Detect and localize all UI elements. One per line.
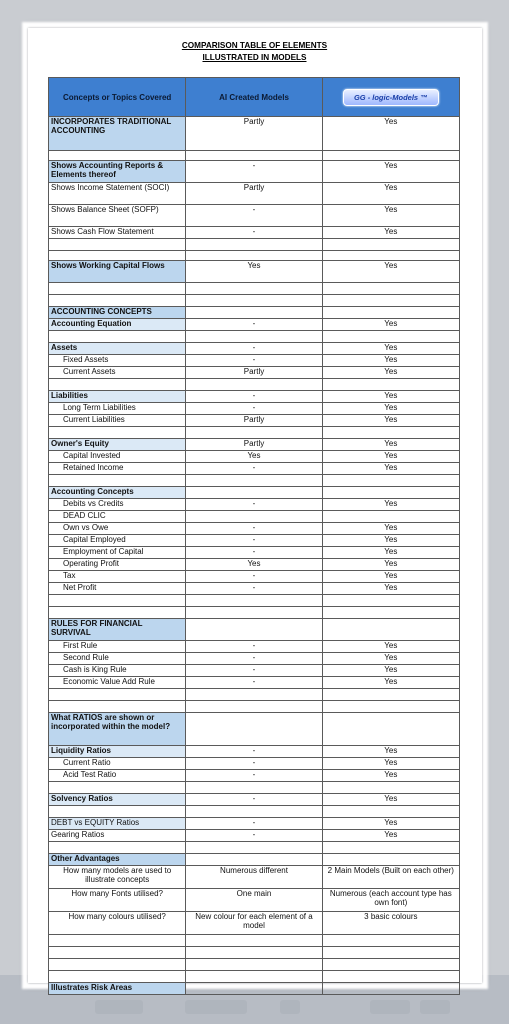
gg-logic-models-logo: GG - logic-Models ™ <box>343 89 439 106</box>
row-gg-cell <box>322 151 459 161</box>
row-gg-cell: Yes <box>322 523 459 535</box>
table-row <box>49 595 460 607</box>
row-concept-cell: Acid Test Ratio <box>49 770 186 782</box>
row-concept-cell <box>49 151 186 161</box>
row-gg-cell: Yes <box>322 677 459 689</box>
row-gg-cell: Yes <box>322 391 459 403</box>
row-gg-cell: Yes <box>322 571 459 583</box>
table-row <box>49 619 460 641</box>
row-ai-cell: Yes <box>186 261 322 283</box>
table-row <box>49 746 460 758</box>
table-row <box>49 463 460 475</box>
row-gg-cell <box>322 619 459 641</box>
row-concept-cell: Owner's Equity <box>49 439 186 451</box>
table-row <box>49 866 460 889</box>
row-gg-cell <box>322 487 459 499</box>
row-ai-cell: - <box>186 794 322 806</box>
row-gg-cell: Yes <box>322 818 459 830</box>
row-ai-cell: - <box>186 205 322 227</box>
table-row <box>49 830 460 842</box>
row-concept-cell: Net Profit <box>49 583 186 595</box>
table-row <box>49 701 460 713</box>
row-concept-cell: Employment of Capital <box>49 547 186 559</box>
row-ai-cell: - <box>186 653 322 665</box>
table-row <box>49 689 460 701</box>
row-concept-cell <box>49 935 186 947</box>
row-gg-cell: Yes <box>322 319 459 331</box>
page-title-line2: ILLUSTRATED IN MODELS <box>202 53 307 62</box>
row-ai-cell: One main <box>186 889 322 912</box>
row-concept-cell <box>49 283 186 295</box>
table-row <box>49 947 460 959</box>
table-row <box>49 415 460 427</box>
row-gg-cell <box>322 239 459 251</box>
table-row <box>49 403 460 415</box>
table-row <box>49 227 460 239</box>
row-ai-cell: - <box>186 499 322 511</box>
row-concept-cell <box>49 947 186 959</box>
table-row <box>49 295 460 307</box>
row-gg-cell <box>322 782 459 794</box>
row-concept-cell: Gearing Ratios <box>49 830 186 842</box>
table-row <box>49 367 460 379</box>
row-gg-cell <box>322 806 459 818</box>
table-row <box>49 665 460 677</box>
row-concept-cell: Current Liabilities <box>49 415 186 427</box>
row-ai-cell: Partly <box>186 367 322 379</box>
row-ai-cell <box>186 619 322 641</box>
row-ai-cell: Partly <box>186 415 322 427</box>
row-gg-cell: Yes <box>322 117 459 151</box>
row-gg-cell: 2 Main Models (Built on each other) <box>322 866 459 889</box>
row-ai-cell: - <box>186 355 322 367</box>
row-gg-cell <box>322 331 459 343</box>
row-concept-cell: Accounting Equation <box>49 319 186 331</box>
row-gg-cell: Yes <box>322 161 459 183</box>
row-ai-cell: - <box>186 641 322 653</box>
row-ai-cell: - <box>186 758 322 770</box>
row-gg-cell <box>322 935 459 947</box>
table-row <box>49 559 460 571</box>
row-gg-cell: Yes <box>322 451 459 463</box>
row-concept-cell: Operating Profit <box>49 559 186 571</box>
row-ai-cell: - <box>186 665 322 677</box>
table-row <box>49 475 460 487</box>
row-concept-cell: Liquidity Ratios <box>49 746 186 758</box>
table-row <box>49 161 460 183</box>
row-ai-cell: - <box>186 677 322 689</box>
row-ai-cell <box>186 331 322 343</box>
table-row <box>49 713 460 746</box>
row-gg-cell: Yes <box>322 535 459 547</box>
table-row <box>49 653 460 665</box>
row-concept-cell: Long Term Liabilities <box>49 403 186 415</box>
background-ghost-button <box>95 1000 143 1014</box>
row-gg-cell <box>322 379 459 391</box>
table-header-row <box>49 78 460 117</box>
row-gg-cell: Yes <box>322 653 459 665</box>
row-concept-cell: Retained Income <box>49 463 186 475</box>
table-row <box>49 343 460 355</box>
row-concept-cell: Second Rule <box>49 653 186 665</box>
table-row <box>49 427 460 439</box>
row-ai-cell: - <box>186 403 322 415</box>
row-ai-cell <box>186 239 322 251</box>
table-row <box>49 511 460 523</box>
row-ai-cell: - <box>186 830 322 842</box>
row-ai-cell <box>186 782 322 794</box>
row-gg-cell <box>322 854 459 866</box>
row-gg-cell: Yes <box>322 183 459 205</box>
row-ai-cell: - <box>186 770 322 782</box>
row-ai-cell <box>186 295 322 307</box>
row-ai-cell <box>186 959 322 971</box>
table-row <box>49 283 460 295</box>
table-row <box>49 818 460 830</box>
row-ai-cell <box>186 283 322 295</box>
row-gg-cell <box>322 511 459 523</box>
row-concept-cell <box>49 331 186 343</box>
background-ghost-button <box>185 1000 247 1014</box>
table-row <box>49 912 460 935</box>
table-row <box>49 607 460 619</box>
row-concept-cell <box>49 607 186 619</box>
table-row <box>49 758 460 770</box>
background-ghost-button <box>370 1000 410 1014</box>
row-concept-cell: Cash is King Rule <box>49 665 186 677</box>
row-gg-cell <box>322 971 459 983</box>
row-concept-cell <box>49 379 186 391</box>
row-gg-cell <box>322 283 459 295</box>
row-ai-cell <box>186 689 322 701</box>
row-gg-cell: Yes <box>322 403 459 415</box>
row-concept-cell: INCORPORATES TRADITIONAL ACCOUNTING <box>49 117 186 151</box>
row-concept-cell: Debits vs Credits <box>49 499 186 511</box>
table-row <box>49 391 460 403</box>
row-gg-cell: Yes <box>322 343 459 355</box>
row-gg-cell <box>322 295 459 307</box>
table-row <box>49 319 460 331</box>
row-gg-cell: Yes <box>322 439 459 451</box>
row-concept-cell: Own vs Owe <box>49 523 186 535</box>
row-ai-cell: Partly <box>186 439 322 451</box>
row-gg-cell: Yes <box>322 261 459 283</box>
row-gg-cell <box>322 947 459 959</box>
row-ai-cell <box>186 251 322 261</box>
row-concept-cell: RULES FOR FINANCIAL SURVIVAL <box>49 619 186 641</box>
row-gg-cell <box>322 307 459 319</box>
row-gg-cell: Yes <box>322 367 459 379</box>
table-row <box>49 239 460 251</box>
row-ai-cell: - <box>186 343 322 355</box>
row-concept-cell <box>49 689 186 701</box>
row-concept-cell: Current Ratio <box>49 758 186 770</box>
row-ai-cell <box>186 935 322 947</box>
row-gg-cell <box>322 983 459 995</box>
table-row <box>49 571 460 583</box>
table-row <box>49 331 460 343</box>
row-concept-cell: How many colours utilised? <box>49 912 186 935</box>
table-row <box>49 487 460 499</box>
row-ai-cell: - <box>186 818 322 830</box>
row-ai-cell: Partly <box>186 183 322 205</box>
row-gg-cell: Yes <box>322 559 459 571</box>
row-ai-cell: - <box>186 547 322 559</box>
table-row <box>49 641 460 653</box>
row-ai-cell: - <box>186 583 322 595</box>
row-concept-cell: Current Assets <box>49 367 186 379</box>
table-row <box>49 547 460 559</box>
row-concept-cell <box>49 971 186 983</box>
header-concepts: Concepts or Topics Covered <box>49 78 186 117</box>
row-gg-cell <box>322 842 459 854</box>
row-gg-cell: Yes <box>322 746 459 758</box>
row-ai-cell: Partly <box>186 117 322 151</box>
row-ai-cell: - <box>186 319 322 331</box>
row-gg-cell: Yes <box>322 794 459 806</box>
row-gg-cell: Yes <box>322 415 459 427</box>
table-row <box>49 806 460 818</box>
table-row <box>49 889 460 912</box>
table-row <box>49 151 460 161</box>
table-row <box>49 677 460 689</box>
row-ai-cell: - <box>186 463 322 475</box>
row-concept-cell: Shows Balance Sheet (SOFP) <box>49 205 186 227</box>
table-row <box>49 499 460 511</box>
row-gg-cell <box>322 251 459 261</box>
row-ai-cell: - <box>186 227 322 239</box>
row-gg-cell: Yes <box>322 547 459 559</box>
row-concept-cell: How many Fonts utilised? <box>49 889 186 912</box>
row-gg-cell: Numerous (each account type has own font) <box>322 889 459 912</box>
row-ai-cell <box>186 806 322 818</box>
row-ai-cell: - <box>186 161 322 183</box>
table-row <box>49 117 460 151</box>
row-gg-cell: Yes <box>322 355 459 367</box>
row-ai-cell <box>186 701 322 713</box>
row-concept-cell: DEAD CLIC <box>49 511 186 523</box>
row-ai-cell <box>186 983 322 995</box>
row-ai-cell <box>186 947 322 959</box>
row-concept-cell: Tax <box>49 571 186 583</box>
row-ai-cell: New colour for each element of a model <box>186 912 322 935</box>
row-gg-cell <box>322 701 459 713</box>
row-ai-cell <box>186 842 322 854</box>
row-concept-cell: First Rule <box>49 641 186 653</box>
row-concept-cell: ACCOUNTING CONCEPTS <box>49 307 186 319</box>
row-gg-cell: Yes <box>322 758 459 770</box>
row-ai-cell <box>186 379 322 391</box>
table-row <box>49 307 460 319</box>
header-gg-logo <box>322 78 459 117</box>
row-concept-cell: Economic Value Add Rule <box>49 677 186 689</box>
row-gg-cell <box>322 607 459 619</box>
table-row <box>49 770 460 782</box>
row-gg-cell: Yes <box>322 665 459 677</box>
row-ai-cell: Numerous different <box>186 866 322 889</box>
page-title-line1: COMPARISON TABLE OF ELEMENTS <box>181 41 328 50</box>
table-row <box>49 842 460 854</box>
row-gg-cell: Yes <box>322 227 459 239</box>
table-row <box>49 355 460 367</box>
row-ai-cell: - <box>186 535 322 547</box>
row-gg-cell: 3 basic colours <box>322 912 459 935</box>
row-concept-cell <box>49 806 186 818</box>
table-row <box>49 251 460 261</box>
row-gg-cell: Yes <box>322 830 459 842</box>
row-ai-cell: - <box>186 391 322 403</box>
row-concept-cell <box>49 475 186 487</box>
row-concept-cell: Capital Employed <box>49 535 186 547</box>
row-gg-cell <box>322 427 459 439</box>
row-gg-cell: Yes <box>322 641 459 653</box>
row-concept-cell: Shows Working Capital Flows <box>49 261 186 283</box>
table-row <box>49 183 460 205</box>
table-row <box>49 983 460 995</box>
table-row <box>49 854 460 866</box>
row-ai-cell <box>186 971 322 983</box>
row-concept-cell: Liabilities <box>49 391 186 403</box>
row-gg-cell: Yes <box>322 463 459 475</box>
background-ghost-button <box>280 1000 300 1014</box>
table-row <box>49 583 460 595</box>
row-concept-cell: Fixed Assets <box>49 355 186 367</box>
row-ai-cell <box>186 511 322 523</box>
row-ai-cell: - <box>186 523 322 535</box>
row-concept-cell <box>49 427 186 439</box>
row-ai-cell <box>186 713 322 746</box>
row-ai-cell <box>186 307 322 319</box>
table-row <box>49 451 460 463</box>
table-row <box>49 794 460 806</box>
row-concept-cell <box>49 251 186 261</box>
row-ai-cell <box>186 151 322 161</box>
row-ai-cell: - <box>186 571 322 583</box>
table-row <box>49 959 460 971</box>
row-concept-cell: DEBT vs EQUITY Ratios <box>49 818 186 830</box>
row-concept-cell <box>49 595 186 607</box>
row-concept-cell: Assets <box>49 343 186 355</box>
row-concept-cell: Accounting Concepts <box>49 487 186 499</box>
row-concept-cell: Shows Income Statement (SOCI) <box>49 183 186 205</box>
row-concept-cell: What RATIOS are shown or incorporated within the model? <box>49 713 186 746</box>
table-row <box>49 782 460 794</box>
table-row <box>49 535 460 547</box>
row-gg-cell: Yes <box>322 205 459 227</box>
row-gg-cell <box>322 475 459 487</box>
table-row <box>49 205 460 227</box>
row-gg-cell <box>322 689 459 701</box>
table-row <box>49 935 460 947</box>
row-ai-cell <box>186 607 322 619</box>
row-concept-cell: How many models are used to illustrate concepts <box>49 866 186 889</box>
row-concept-cell <box>49 701 186 713</box>
row-concept-cell <box>49 782 186 794</box>
row-ai-cell <box>186 487 322 499</box>
row-concept-cell <box>49 239 186 251</box>
row-gg-cell <box>322 595 459 607</box>
row-concept-cell <box>49 959 186 971</box>
row-concept-cell: Other Advantages <box>49 854 186 866</box>
row-concept-cell <box>49 295 186 307</box>
row-ai-cell <box>186 854 322 866</box>
row-concept-cell: Solvency Ratios <box>49 794 186 806</box>
row-ai-cell: - <box>186 746 322 758</box>
comparison-table <box>48 77 460 995</box>
row-concept-cell: Capital Invested <box>49 451 186 463</box>
table-row <box>49 261 460 283</box>
row-concept-cell: Illustrates Risk Areas <box>49 983 186 995</box>
table-row <box>49 523 460 535</box>
row-gg-cell: Yes <box>322 770 459 782</box>
row-gg-cell <box>322 713 459 746</box>
row-concept-cell: Shows Accounting Reports & Elements thereof <box>49 161 186 183</box>
table-row <box>49 439 460 451</box>
table-row <box>49 379 460 391</box>
row-gg-cell: Yes <box>322 583 459 595</box>
row-concept-cell: Shows Cash Flow Statement <box>49 227 186 239</box>
background-ghost-button <box>420 1000 450 1014</box>
row-gg-cell: Yes <box>322 499 459 511</box>
row-gg-cell <box>322 959 459 971</box>
row-concept-cell <box>49 842 186 854</box>
row-ai-cell <box>186 595 322 607</box>
row-ai-cell <box>186 475 322 487</box>
row-ai-cell: Yes <box>186 559 322 571</box>
table-row <box>49 971 460 983</box>
row-ai-cell <box>186 427 322 439</box>
row-ai-cell: Yes <box>186 451 322 463</box>
header-ai-models: AI Created Models <box>186 78 322 117</box>
